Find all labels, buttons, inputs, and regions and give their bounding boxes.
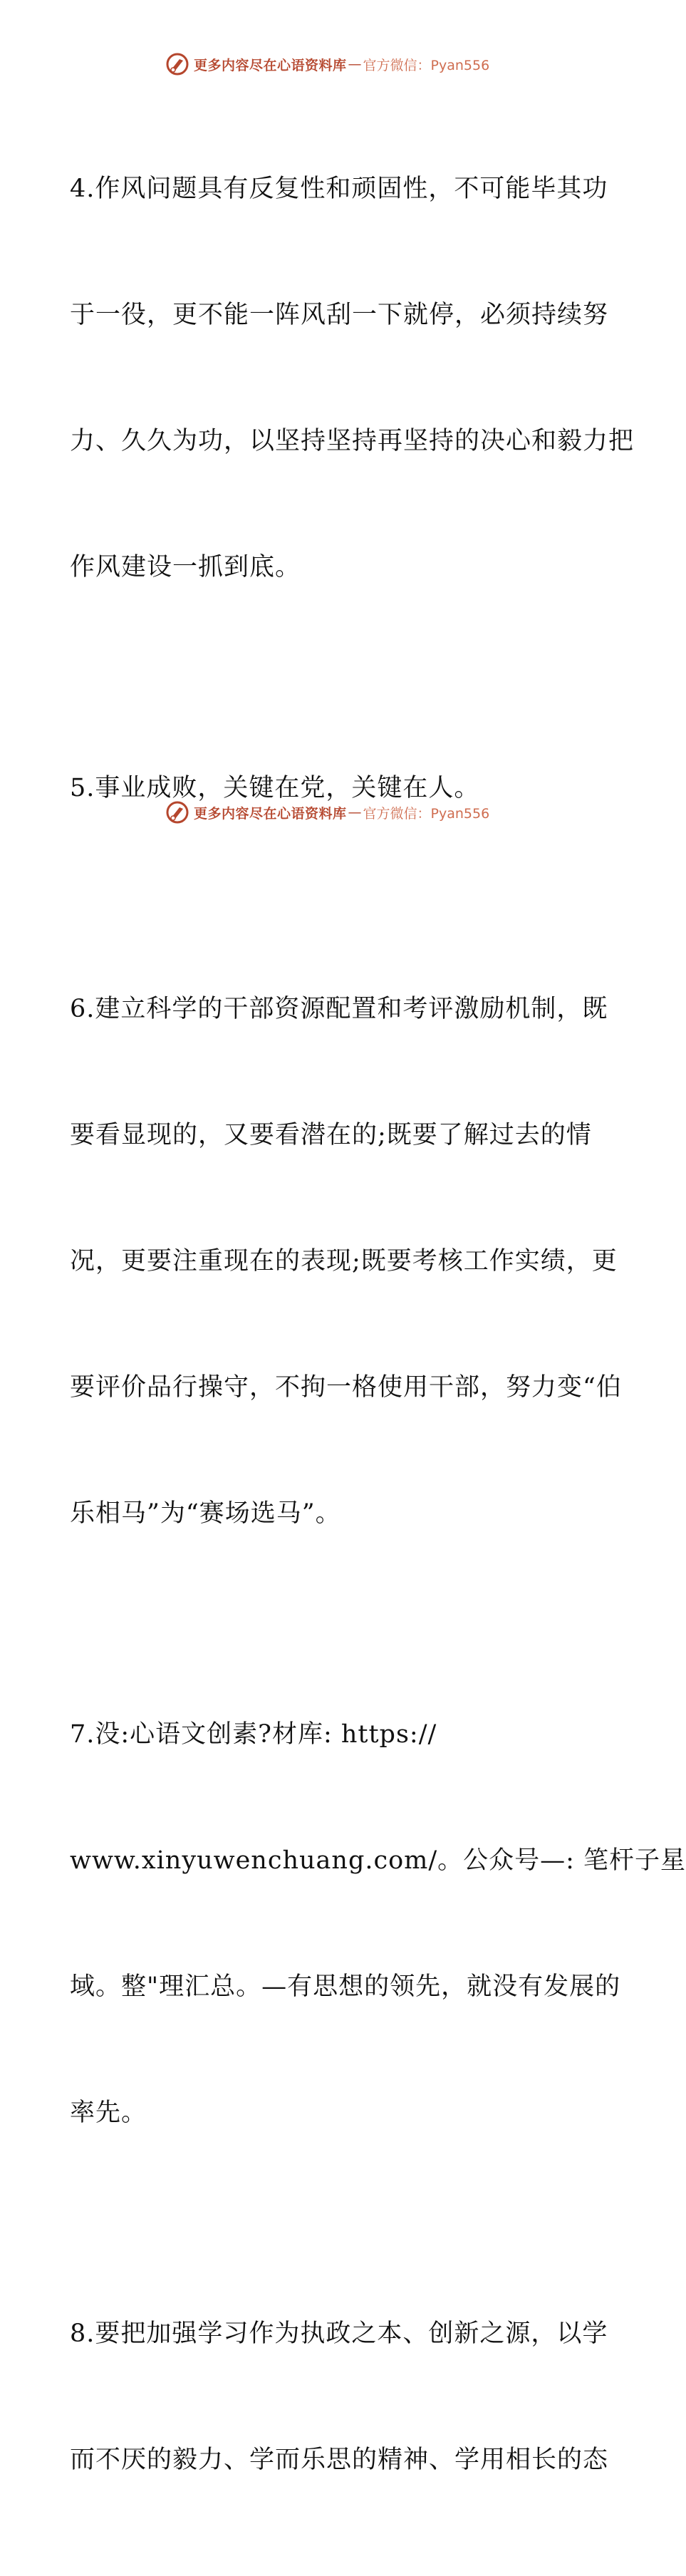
paragraph-4 <box>70 84 635 673</box>
text-line: 8.要把加强学习作为执政之本、创新之源，以学 <box>70 2319 608 2348</box>
text-line: 于一役，更不能一阵风刮一下就停，必须持续努 <box>70 301 609 329</box>
text-line: 5.事业成败，关键在党，关键在人。 <box>70 774 480 802</box>
text-line: 4.作风问题具有反复性和顽固性，不可能毕其功 <box>70 175 608 203</box>
header-wechat-text: 官方微信：Pyan556 <box>363 57 490 73</box>
text-line: 6.建立科学的干部资源配置和考评激励机制，既 <box>70 995 608 1023</box>
text-line: 域。整"理汇总。—有思想的领先，就没有发展的 <box>70 1972 621 2001</box>
document-body <box>70 84 686 2576</box>
text-line: www.xinyuwenchuang.com/。公众号—: 笔杆子星 <box>70 1846 686 1875</box>
text-line: 要评价品行操守，不拘一格使用干部，努力变“伯 <box>70 1373 622 1402</box>
text-line: 而不厌的毅力、学而乐思的精神、学用相长的态 <box>70 2446 609 2474</box>
brand-logo-icon <box>165 52 189 76</box>
text-line: 要看显现的，又要看潜在的;既要了解过去的情 <box>70 1121 592 1149</box>
footer-separator: — <box>348 805 362 820</box>
header-separator: — <box>348 56 362 72</box>
paragraph-8 <box>70 2229 611 2565</box>
paragraph-5 <box>70 683 611 894</box>
header-watermark-banner <box>165 51 489 77</box>
paragraph-7 <box>70 1630 686 2218</box>
text-line: 作风建设一抓到底。 <box>70 553 301 581</box>
paragraph-6 <box>70 904 622 1619</box>
footer-watermark-banner <box>165 800 489 825</box>
text-line: 况，更要注重现在的表现;既要考核工作实绩，更 <box>70 1247 618 1276</box>
footer-wechat-text: 官方微信：Pyan556 <box>363 805 490 822</box>
text-line: 率先。 <box>70 2099 147 2127</box>
text-line: 7.没:心语文创素?材库: https:// <box>70 1720 437 1749</box>
footer-brand-text: 更多内容尽在心语资料库 <box>194 805 347 822</box>
text-line: 力、久久为功，以坚持坚持再坚持的决心和毅力把 <box>70 427 635 455</box>
header-brand-text: 更多内容尽在心语资料库 <box>194 57 347 73</box>
brand-logo-icon <box>165 800 189 824</box>
text-line: 乐相马”为“赛场选马”。 <box>70 1499 341 1528</box>
